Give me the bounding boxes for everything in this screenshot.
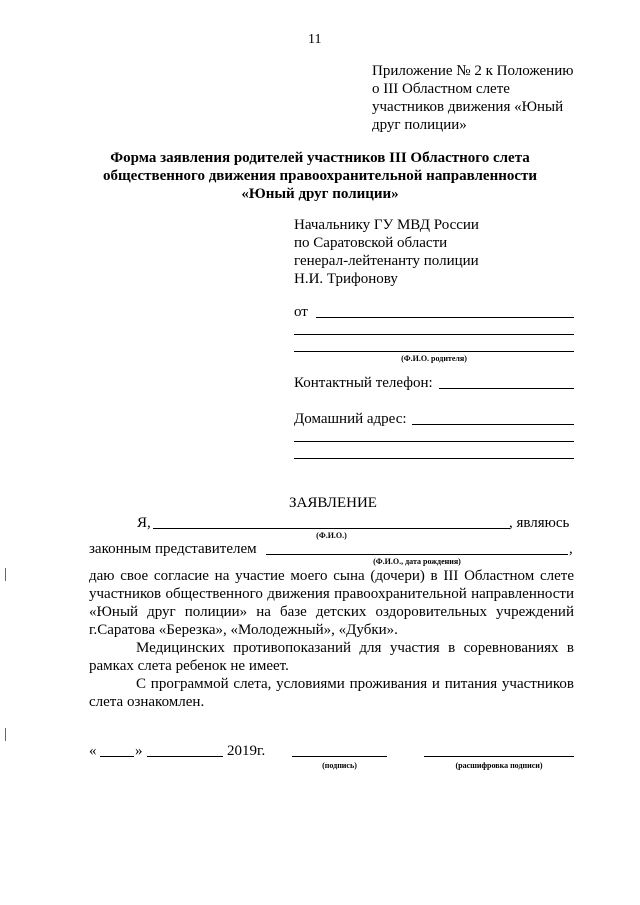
- being-label: , являюсь: [509, 515, 570, 531]
- margin-mark: [5, 568, 6, 581]
- fio-caption: (Ф.И.О.): [316, 531, 347, 540]
- medical-text-line: рамках слета ребенок не имеет.: [89, 658, 289, 674]
- page-number: 11: [308, 32, 322, 47]
- medical-text-line: Медицинских противопоказаний для участия в соревнованиях в: [136, 640, 574, 656]
- consent-text-line: «Юный друг полиции» на базе детских оздоровительных учреждений: [89, 604, 574, 620]
- consent-text-line: г.Саратова «Березка», «Молодежный», «Дубки».: [89, 622, 398, 638]
- month-field[interactable]: [147, 756, 223, 757]
- representative-label: законным представителем: [89, 541, 257, 557]
- representative-name-field[interactable]: [153, 528, 510, 529]
- program-text-line: слета ознакомлен.: [89, 694, 205, 710]
- statement-heading: ЗАЯВЛЕНИЕ: [289, 495, 377, 511]
- program-text-line: С программой слета, условиями проживания и питания участников: [136, 676, 574, 692]
- address-field[interactable]: [412, 424, 574, 425]
- address-field-line3[interactable]: [294, 458, 574, 459]
- comma: ,: [569, 541, 573, 557]
- signature-decoding-caption: (расшифровка подписи): [455, 761, 543, 770]
- parent-name-field-line3[interactable]: [294, 351, 574, 352]
- fio-birth-caption: (Ф.И.О., дата рождения): [373, 557, 461, 566]
- appendix-note: Приложение № 2 к Положению о III Областном слете участников движения «Юный друг полиции»: [372, 63, 574, 133]
- day-field[interactable]: [100, 756, 134, 757]
- address-label: Домашний адрес:: [294, 411, 407, 427]
- i-label: Я,: [137, 515, 151, 531]
- year-label: 2019г.: [227, 743, 266, 759]
- child-name-field[interactable]: [266, 554, 568, 555]
- consent-text-line: участников общественного движения правоохранительной направленности: [89, 586, 574, 602]
- phone-label: Контактный телефон:: [294, 375, 433, 391]
- phone-field[interactable]: [439, 388, 574, 389]
- quote-close: »: [135, 743, 143, 759]
- addressee-block: Начальнику ГУ МВД России по Саратовской области генерал-лейтенанту полиции Н.И. Трифонову: [294, 217, 479, 287]
- from-label: от: [294, 304, 308, 320]
- form-title: Форма заявления родителей участников III Областного слета общественного движения правоохранительной направленности «Юный друг полиции»: [102, 150, 538, 202]
- quote-open: «: [89, 743, 97, 759]
- signature-field[interactable]: [292, 756, 387, 757]
- signature-caption: (подпись): [322, 761, 357, 770]
- consent-text-line: даю свое согласие на участие моего сына (дочери) в III Областном слете: [89, 568, 574, 584]
- parent-name-field-line2[interactable]: [294, 334, 574, 335]
- margin-mark: [5, 728, 6, 741]
- address-field-line2[interactable]: [294, 441, 574, 442]
- parent-name-field[interactable]: [316, 317, 574, 318]
- signature-decoding-field[interactable]: [424, 756, 574, 757]
- parent-fio-caption: (Ф.И.О. родителя): [401, 354, 467, 363]
